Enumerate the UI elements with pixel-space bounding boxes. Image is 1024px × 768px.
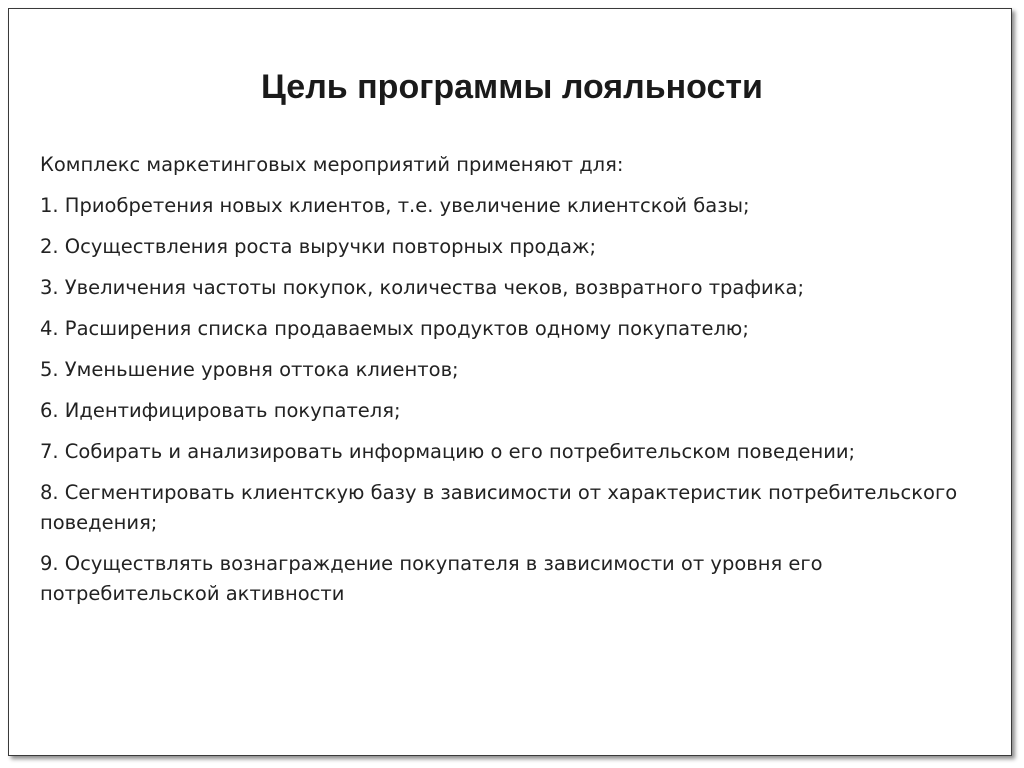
- list-item-7: 7. Собирать и анализировать информацию о его потребительском поведении;: [40, 440, 856, 463]
- slide-title: Цель программы лояльности: [261, 68, 763, 106]
- list-item-3: 3. Увеличения частоты покупок, количества чеков, возвратного трафика;: [40, 276, 805, 299]
- list-item-2: 2. Осуществления роста выручки повторных продаж;: [40, 235, 597, 258]
- slide-body: [40, 150, 1000, 620]
- list-item-9: 9. Осуществлять вознаграждение покупателя в зависимости от уровня его потребительской активности: [40, 552, 823, 605]
- list-item-8: 8. Сегментировать клиентскую базу в зависимости от характеристик потребительского поведения;: [40, 481, 958, 534]
- list-item-4: 4. Расширения списка продаваемых продуктов одному покупателю;: [40, 317, 749, 340]
- list-item-1: 1. Приобретения новых клиентов, т.е. увеличение клиентской базы;: [40, 194, 750, 217]
- intro-text: Комплекс маркетинговых мероприятий применяют для:: [40, 153, 624, 176]
- list-item-5: 5. Уменьшение уровня оттока клиентов;: [40, 358, 459, 381]
- list-item-6: 6. Идентифицировать покупателя;: [40, 399, 401, 422]
